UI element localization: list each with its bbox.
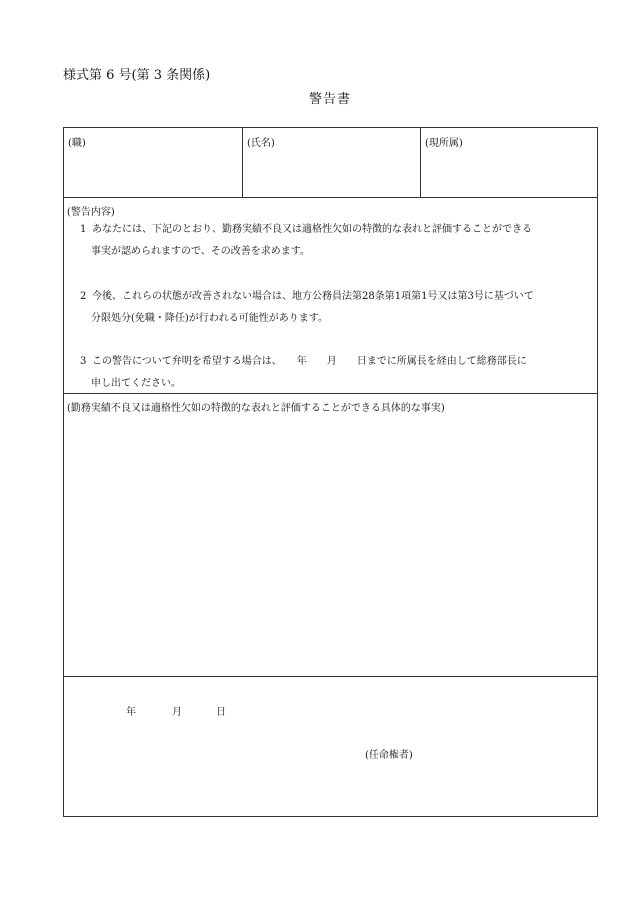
warning-contents-section (64, 197, 597, 394)
warning-item (80, 219, 596, 263)
warning-item (80, 286, 596, 330)
item-text-cont: 事実が認められますので、その改善を求めます。 (91, 246, 310, 257)
appointing-authority-label: (任命権者) (365, 750, 413, 761)
name-field[interactable] (243, 128, 421, 197)
specific-facts-field[interactable] (64, 393, 597, 677)
warning-form-table (63, 127, 598, 817)
signature-section (64, 676, 597, 816)
date-month-label: 月 (172, 707, 182, 718)
item-text-cont: 申し出てください。 (91, 378, 181, 389)
item-number: 2 (80, 291, 87, 302)
warning-contents-label: (警告内容) (67, 207, 115, 218)
document-title: 警告書 (308, 92, 351, 107)
item-number: 1 (80, 224, 87, 235)
warning-item (80, 351, 596, 395)
specific-facts-label: (勤務実績不良又は適格性欠如の特徴的な表れと評価することができる具体的な事実) (67, 403, 445, 414)
item-text: この警告について弁明を希望する場合は、 年 月 日までに所属長を経由して総務部長に (92, 356, 527, 367)
date-year-label: 年 (126, 707, 136, 718)
affiliation-label: (現所属) (425, 138, 463, 149)
post-field[interactable] (64, 128, 243, 197)
item-text: 今後、これらの状態が改善されない場合は、地方公務員法第28条第1項第1号又は第3号に基づいて (92, 291, 534, 302)
affiliation-field[interactable] (421, 128, 597, 197)
form-number: 様式第 6 号(第 3 条関係) (63, 68, 211, 83)
personal-info-row (64, 128, 597, 198)
item-text: あなたには、下記のとおり、勤務実績不良又は適格性欠如の特徴的な表れと評価することができる (92, 224, 532, 235)
item-text-cont: 分限処分(免職・降任)が行われる可能性があります。 (91, 313, 329, 324)
post-label: (職) (68, 138, 86, 149)
item-number: 3 (80, 356, 87, 367)
name-label: (氏名) (247, 138, 275, 149)
date-day-label: 日 (216, 707, 226, 718)
